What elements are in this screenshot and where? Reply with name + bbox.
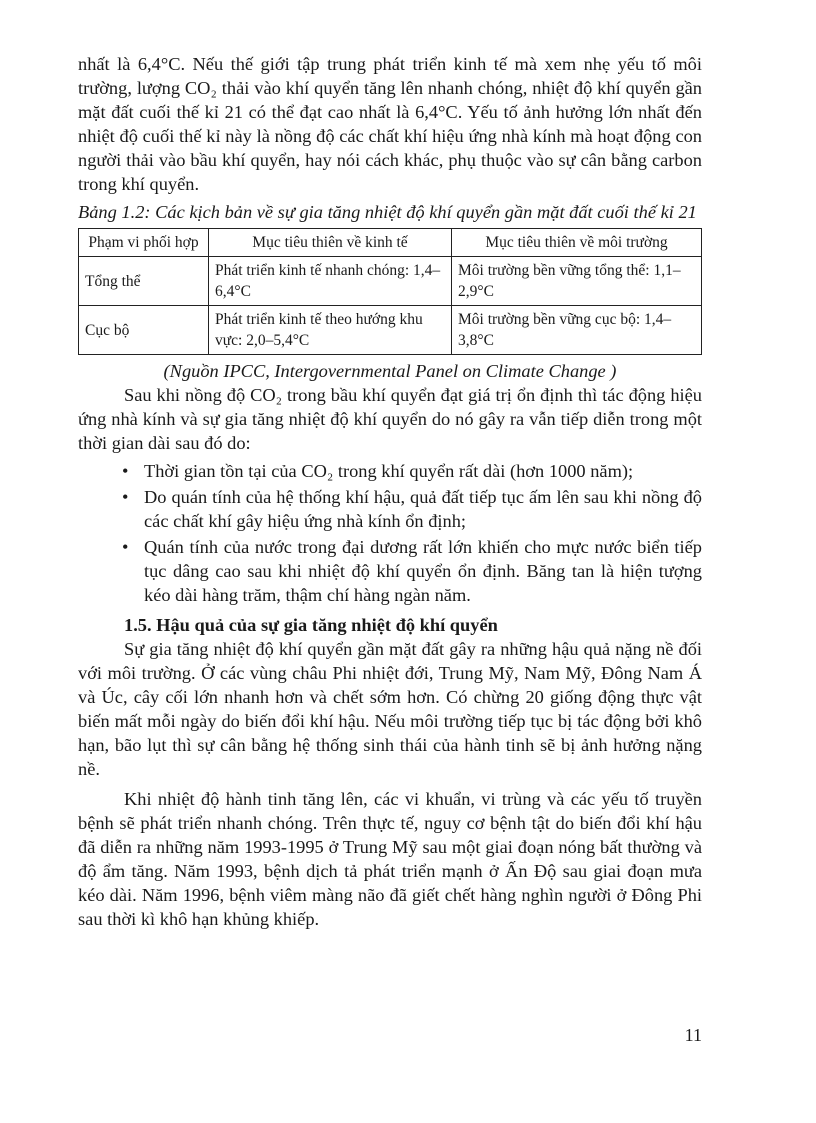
table-row (79, 257, 702, 306)
table-source: (Nguồn IPCC, Intergovernmental Panel on Climate Change ) (163, 361, 617, 381)
scenario-table (78, 228, 702, 355)
table-caption: Bảng 1.2: Các kịch bản về sự gia tăng nhiệt độ khí quyển gần mặt đất cuối thế kỉ 21 (78, 202, 697, 222)
paragraph-consequences: Sự gia tăng nhiệt độ khí quyển gần mặt đất gây ra những hậu quả nặng nề đối với môi trường. Ở các vùng châu Phi nhiệt đới, Trung Mỹ, Nam Mỹ, Đông Nam Á và Úc, cây cối lớn nhanh hơn và chết sớm hơn. Có chừng 20 giống động thực vật biến mất mỗi ngày do biến đổi khí hậu. Nếu môi trường tiếp tục bị tác động bởi khô hạn, bão lụt thì sự cân bằng hệ thống sinh thái của hành tinh sẽ bị ảnh hưởng nặng nề. (78, 639, 702, 779)
table-cell: Môi trường bền vững cục bộ: 1,4–3,8°C (452, 306, 702, 355)
list-item-text: Thời gian tồn tại của CO₂ trong khí quyển rất dài (hơn 1000 năm); (144, 461, 634, 481)
list-item (78, 535, 702, 607)
bullet-icon: • (122, 487, 129, 507)
table-cell: Môi trường bền vững tổng thể: 1,1–2,9°C (452, 257, 702, 306)
list-item (78, 485, 702, 533)
table-header-economic: Mục tiêu thiên về kinh tế (209, 229, 452, 257)
table-cell: Phát triển kinh tế theo hướng khu vực: 2,0–5,4°C (209, 306, 452, 355)
bullet-icon: • (122, 461, 129, 481)
table-row (79, 306, 702, 355)
table-header-environment: Mục tiêu thiên về môi trường (452, 229, 702, 257)
bullet-list (78, 459, 702, 607)
paragraph-disease: Khi nhiệt độ hành tinh tăng lên, các vi khuẩn, vi trùng và các yếu tố truyền bệnh sẽ phát triển nhanh chóng. Trên thực tế, nguy cơ bệnh tật do biến đổi khí hậu đã diễn ra những năm 1993-1995 ở Trung Mỹ sau một giai đoạn nóng bất thường và độ ẩm tăng. Năm 1993, bệnh dịch tả phát triển mạnh ở Ấn Độ sau giai đoạn mưa kéo dài. Năm 1996, bệnh viêm màng não đã giết chết hàng nghìn người ở Đông Phi sau thời kì khô hạn khủng khiếp. (78, 789, 702, 929)
page-number: 11 (684, 1025, 702, 1045)
table-header-row (79, 229, 702, 257)
table-cell: Tổng thể (79, 257, 209, 306)
list-item-text: Do quán tính của hệ thống khí hậu, quả đất tiếp tục ấm lên sau khi nồng độ các chất khí gây hiệu ứng nhà kính ổn định; (144, 487, 702, 531)
page-content (78, 52, 702, 931)
bullet-icon: • (122, 537, 129, 557)
table-cell: Phát triển kinh tế nhanh chóng: 1,4–6,4°C (209, 257, 452, 306)
list-item (78, 459, 702, 483)
list-item-text: Quán tính của nước trong đại dương rất lớn khiến cho mực nước biển tiếp tục dâng cao sau khi nhiệt độ khí quyển ổn định. Băng tan là hiện tượng kéo dài hàng trăm, thậm chí hàng ngàn năm. (144, 537, 702, 605)
paragraph-continuation: Sau khi nồng độ CO₂ trong bầu khí quyển đạt giá trị ổn định thì tác động hiệu ứng nhà kính và sự gia tăng nhiệt độ khí quyển do nó gây ra vẫn tiếp diễn trong một thời gian dài sau đó do: (78, 385, 702, 453)
paragraph-intro: nhất là 6,4°C. Nếu thế giới tập trung phát triển kinh tế mà xem nhẹ yếu tố môi trường, lượng CO₂ thải vào khí quyển tăng lên nhanh chóng, nhiệt độ khí quyển gần mặt đất cuối thế kỉ 21 có thể đạt cao nhất là 6,4°C. Yếu tố ảnh hưởng lớn nhất đến nhiệt độ cuối thế kỉ này là nồng độ các chất khí hiệu ứng nhà kính mà hoạt động con người thải vào bầu khí quyển, hay nói cách khác, phụ thuộc vào sự cân bằng carbon trong khí quyển. (78, 54, 702, 194)
table-header-scope: Phạm vi phối hợp (79, 229, 209, 257)
table-cell: Cục bộ (79, 306, 209, 355)
section-heading: 1.5. Hậu quả của sự gia tăng nhiệt độ khí quyển (124, 615, 498, 635)
